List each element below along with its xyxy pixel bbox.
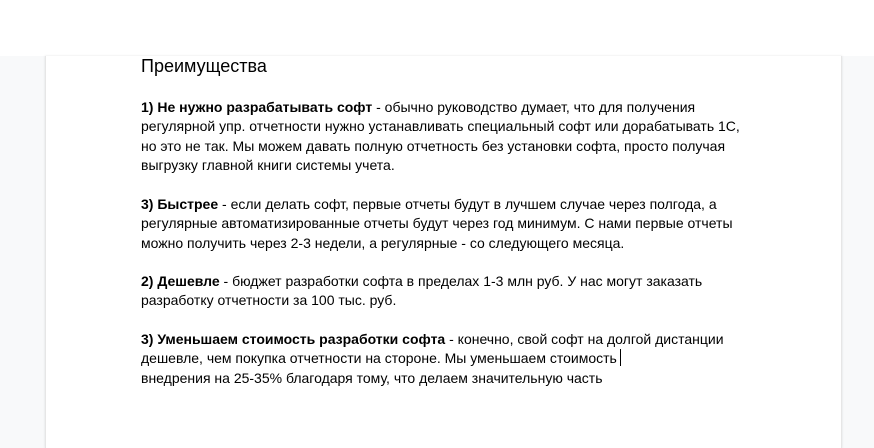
- paragraph-text: - конечно, свой софт на долгой дистанции дешевле, чем покупка отчетности на стороне. Мы уменьшаем стоимость: [141, 331, 724, 367]
- text-cursor: [620, 349, 621, 366]
- paragraph-text: - обычно руководство думает, что для получения регулярной упр. отчетности нужно устанавливать специальный софт или дорабатывать 1С, но это не так. Мы можем давать полную отчетность без установки софта, просто получая выгрузку главной книги системы учета.: [141, 99, 740, 174]
- section-heading[interactable]: Преимущества: [141, 56, 267, 76]
- paragraph-cheaper[interactable]: [141, 272, 751, 311]
- paragraph-text: - если делать софт, первые отчеты будут в лучшем случае через полгода, а регулярные автоматизированные отчеты будут через год минимум. С нами первые отчеты можно получить через 2-3 недели, а регулярные - со следующего месяца.: [141, 196, 733, 251]
- paragraph-title: 3) Быстрее: [141, 196, 219, 212]
- paragraph-text: - бюджет разработки софта в пределах 1-3 млн руб. У нас могут заказать разработку отчетности за 100 тыс. руб.: [141, 273, 703, 309]
- paragraph-faster[interactable]: [141, 195, 751, 253]
- paragraph-title: 1) Не нужно разрабатывать софт: [141, 99, 373, 115]
- paragraph-title: 3) Уменьшаем стоимость разработки софта: [141, 331, 446, 347]
- paragraph-reduce-cost[interactable]: [141, 330, 751, 388]
- toolbar-area: [0, 0, 874, 56]
- paragraph-title: 2) Дешевле: [141, 273, 220, 289]
- paragraph-text-continued: внедрения на 25-35% благодаря тому, что делаем значительную часть: [141, 369, 603, 386]
- paragraph-no-software[interactable]: [141, 98, 751, 176]
